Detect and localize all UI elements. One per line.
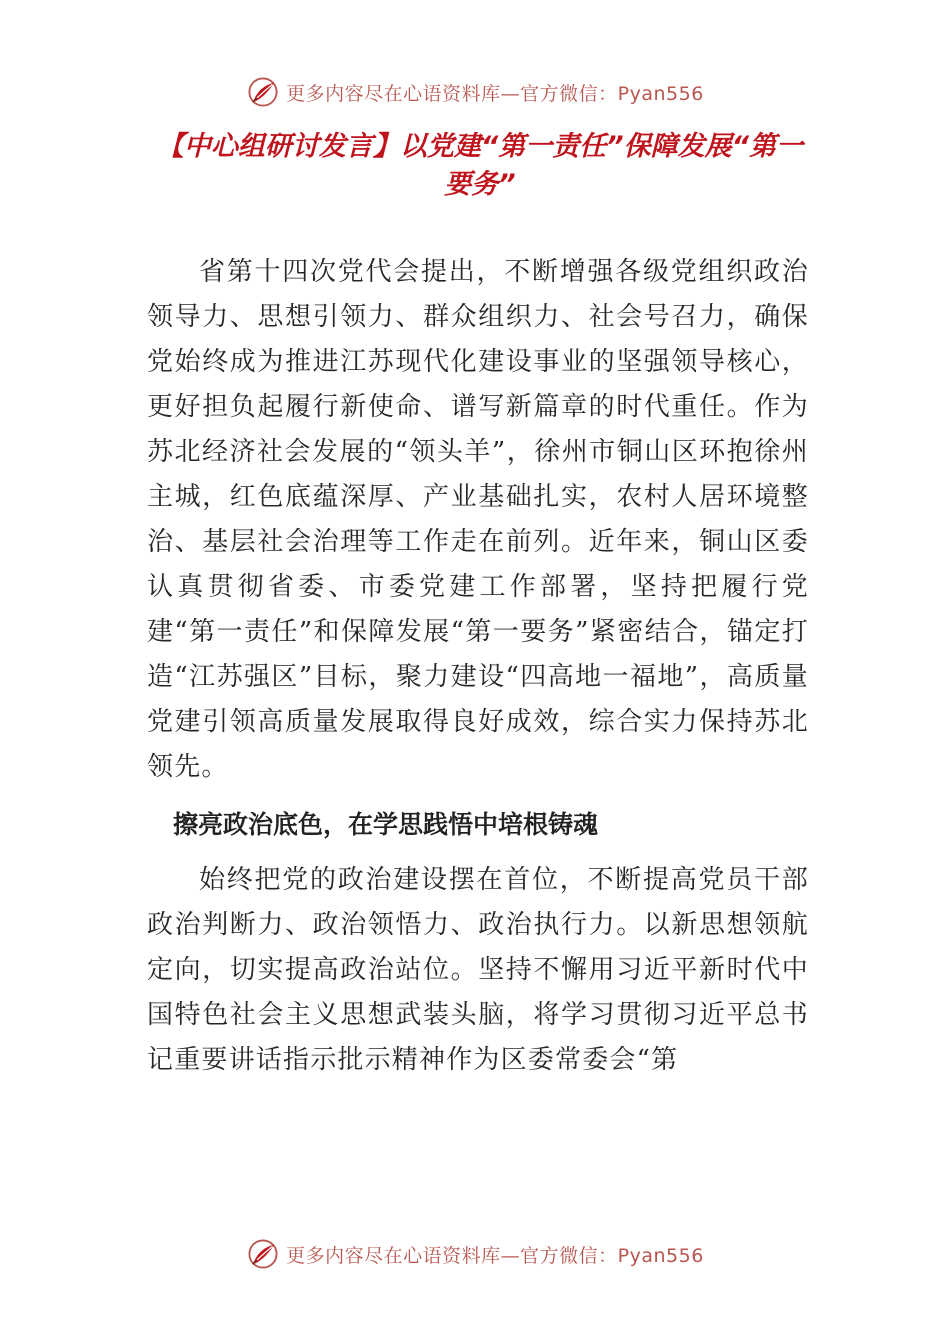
watermark-text	[286, 79, 704, 106]
section-heading: 擦亮政治底色，在学思践悟中培根铸魂	[173, 810, 599, 839]
watermark-text	[286, 1241, 704, 1268]
leaf-logo-icon	[246, 75, 280, 109]
wechat-id: Pyan556	[617, 82, 704, 105]
document-body	[147, 250, 809, 1083]
header-watermark-banner	[0, 70, 950, 114]
body-paragraph-1: 省第十四次党代会提出，不断增强各级党组织政治领导力、思想引领力、群众组织力、社会号召力，确保党始终成为推进江苏现代化建设事业的坚强领导核心，更好担负起履行新使命、谱写新篇章的时代重任。作为苏北经济社会发展的“领头羊”，徐州市铜山区环抱徐州主城，红色底蕴深厚、产业基础扎实，农村人居环境整治、基层社会治理等工作走在前列。近年来，铜山区委认真贯彻省委、市委党建工作部署，坚持把履行党建“第一责任”和保障发展“第一要务”紧密结合，锚定打造“江苏强区”目标，聚力建设“四高地一福地”，高质量党建引领高质量发展取得良好成效，综合实力保持苏北领先。	[147, 257, 809, 782]
watermark-label: 更多内容尽在心语资料库—官方微信：	[286, 1244, 618, 1267]
watermark-label: 更多内容尽在心语资料库—官方微信：	[286, 82, 618, 105]
body-paragraph-2: 始终把党的政治建设摆在首位，不断提高党员干部政治判断力、政治领悟力、政治执行力。以新思想领航定向，切实提高政治站位。坚持不懈用习近平新时代中国特色社会主义思想武装头脑，将学习贯彻习近平总书记重要讲话指示批示精神作为区委常委会“第	[147, 865, 809, 1075]
leaf-logo-icon	[246, 1237, 280, 1271]
wechat-id: Pyan556	[617, 1244, 704, 1267]
footer-watermark-banner	[0, 1232, 950, 1276]
document-title: 【中心组研讨发言】以党建“第一责任”保障发展“第一要务”	[156, 131, 804, 200]
